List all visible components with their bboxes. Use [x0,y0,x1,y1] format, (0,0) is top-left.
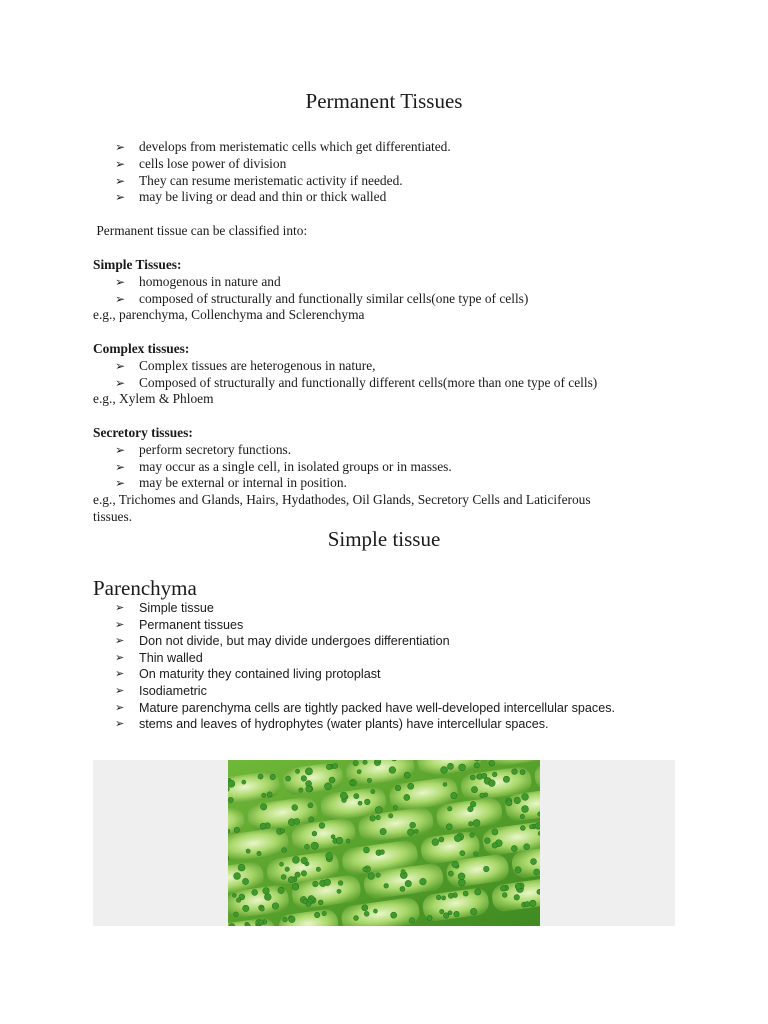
arrowhead-bullet-icon: ➢ [115,634,125,648]
list-item: ➢ develops from meristematic cells which get differentiated. [115,139,451,154]
arrowhead-bullet-icon: ➢ [115,476,126,491]
complex-tissues-list [93,358,683,392]
arrowhead-bullet-icon: ➢ [115,156,126,171]
secretory-tissues-example: e.g., Trichomes and Glands, Hairs, Hydathodes, Oil Glands, Secretory Cells and Laticiferous [93,492,591,508]
list-item: ➢ Permanent tissues [115,617,244,632]
classified-text: Permanent tissue can be classified into: [93,223,308,238]
secretory-tissues-heading: Secretory tissues: [93,425,193,440]
arrowhead-bullet-icon: ➢ [115,140,126,154]
intro-bullet-list [93,139,683,206]
list-item: ➢ cells lose power of division [115,155,287,171]
intro-list-block [93,139,683,206]
hydrophytes-term: hydrophytes [254,717,324,732]
list-item: ➢ may occur as a single cell, in isolated groups or in masses. [115,458,452,474]
parenchyma-section [93,600,683,733]
arrowhead-bullet-icon: ➢ [115,375,126,390]
list-item: ➢ stems and leaves of hydrophytes (water plants) have intercellular spaces. [115,717,549,732]
list-item: ➢ Thin walled [115,650,203,665]
secretory-tissues-list [93,442,683,492]
arrowhead-bullet-icon: ➢ [115,601,125,614]
arrowhead-bullet-icon: ➢ [115,274,126,289]
secretory-tissues-section [93,425,683,526]
classification-intro [93,223,683,240]
simple-tissues-section [93,257,683,324]
list-item: ➢ On maturity they contained living protoplast [115,667,381,682]
arrowhead-bullet-icon: ➢ [115,717,125,731]
arrowhead-bullet-icon: ➢ [115,190,126,205]
simple-tissues-list [93,274,683,308]
list-item: ➢ Composed of structurally and functionally different cells(more than one type of cells) [115,374,598,390]
section-title: Simple tissue [327,527,441,551]
figure-panel [93,760,675,926]
complex-tissues-heading: Complex tissues: [93,341,190,356]
complex-tissues-example: e.g., Xylem & Phloem [93,391,214,407]
arrowhead-bullet-icon: ➢ [115,683,125,697]
arrowhead-bullet-icon: ➢ [115,291,126,306]
complex-tissues-section [93,341,683,408]
list-item: ➢ Mature parenchyma cells are tightly packed have well-developed intercellular spaces. [115,700,616,715]
list-item: ➢ composed of structurally and functionally similar cells(one type of cells) [115,290,529,306]
list-item: ➢ Isodiametric [115,683,207,698]
arrowhead-bullet-icon: ➢ [115,442,126,457]
arrowhead-bullet-icon: ➢ [115,617,125,631]
parenchyma-heading: Parenchyma [93,576,197,600]
parenchyma-list [93,600,683,733]
arrowhead-bullet-icon: ➢ [115,700,125,714]
secretory-tissues-example-cont: tissues. [93,508,133,524]
list-item: ➢ may be living or dead and thin or thick walled [115,189,387,205]
list-item: ➢ perform secretory functions. [115,441,292,457]
list-item: ➢ Simple tissue [115,601,214,615]
arrowhead-bullet-icon: ➢ [115,650,125,664]
parenchyma-micrograph-image [228,760,540,926]
list-item: ➢ Don not divide, but may divide undergoes differentiation [115,634,450,649]
list-item: ➢ Complex tissues are heterogenous in nature, [115,357,376,373]
arrowhead-bullet-icon: ➢ [115,667,125,681]
simple-tissues-heading: Simple Tissues: [93,257,182,272]
list-item: ➢ may be external or internal in position. [115,475,347,491]
page-title: Permanent Tissues [305,89,463,113]
list-item: ➢ homogenous in nature and [115,273,281,289]
list-item: ➢ They can resume meristematic activity if needed. [115,172,403,188]
arrowhead-bullet-icon: ➢ [115,173,126,188]
arrowhead-bullet-icon: ➢ [115,459,126,474]
arrowhead-bullet-icon: ➢ [115,358,126,373]
simple-tissues-example: e.g., parenchyma, Collenchyma and Sclerenchyma [93,307,365,323]
